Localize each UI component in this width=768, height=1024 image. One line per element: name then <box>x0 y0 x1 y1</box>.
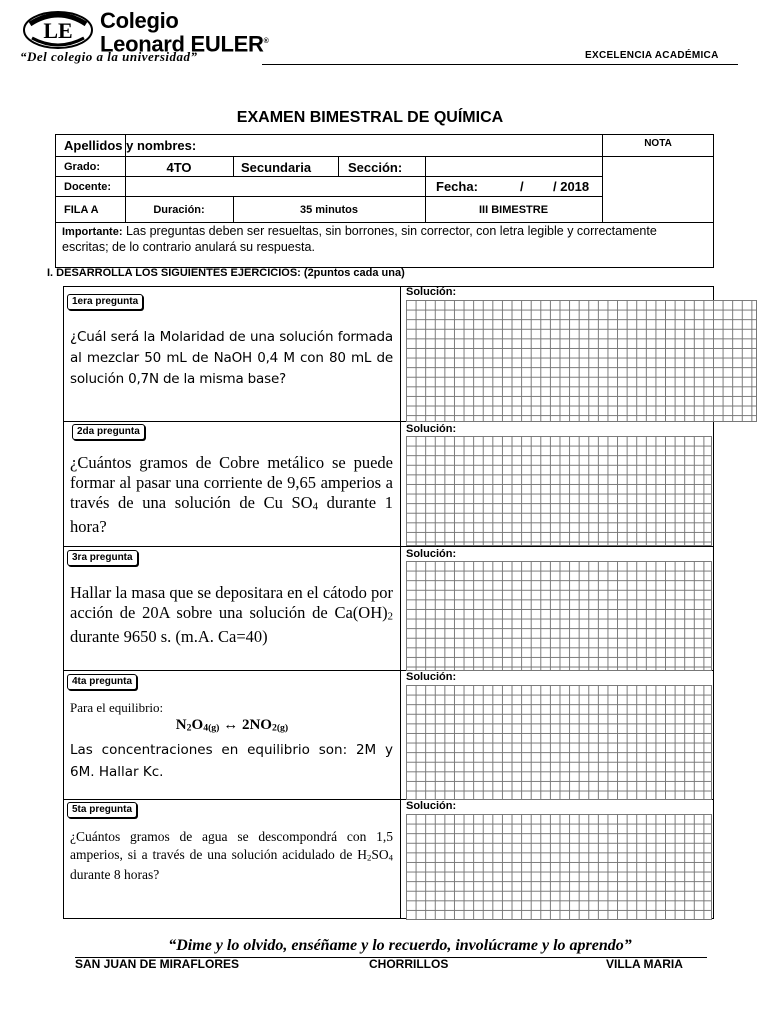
eq-sub2: 4(g) <box>203 722 220 734</box>
footer-quote: “Dime y lo olvido, enséñame y lo recuerdo, involúcrame y lo aprendo” <box>168 937 632 954</box>
question-2-label: 2da pregunta <box>72 424 145 440</box>
nota-divider <box>602 156 714 157</box>
question-1-text: ¿Cuál será la Molaridad de una solución formada al mezclar 50 mL de NaOH 0,4 M con 80 mL de solución 0,7N de la misma base? <box>70 329 393 387</box>
question-3-label: 3ra pregunta <box>67 550 138 566</box>
grado-label: Grado: <box>64 161 101 173</box>
grado-value: 4TO <box>166 160 192 175</box>
fila-label: FILA A <box>64 204 99 216</box>
solution-2-label: Solución: <box>406 423 457 435</box>
eq-n: N <box>175 717 187 733</box>
duracion-value: 35 minutos <box>299 204 359 216</box>
question-2-text-b: durante 1 hora? <box>70 493 393 536</box>
question-3-text <box>70 583 393 647</box>
fecha-year: / 2018 <box>553 179 590 194</box>
header-tagline: EXCELENCIA ACADÉMICA <box>585 50 719 61</box>
logo-name-line1: Colegio <box>100 8 179 33</box>
fecha-label: Fecha: <box>436 179 478 194</box>
eq-o: O <box>191 717 204 733</box>
duracion-label: Duración: <box>153 204 205 216</box>
question-3-subscript: 2 <box>387 610 393 623</box>
section-title: I. DESARROLLA LOS SIGUIENTES EJERCICIOS: (2puntos cada una) <box>47 267 405 279</box>
footer-location-villa-maria: VILLA MARIA <box>606 957 683 971</box>
school-logo-emblem <box>20 8 96 50</box>
solution-5-grid[interactable] <box>406 814 712 920</box>
solution-5-label: Solución: <box>406 800 457 812</box>
question-3-text-a: Hallar la masa que se depositara en el cátodo por acción de 20A sobre una solución de Ca(OH) <box>70 583 393 622</box>
question-4-intro: Para el equilibrio: <box>70 700 164 715</box>
question-5-sub2: 4 <box>388 852 393 863</box>
important-text: Las preguntas deben ser resueltas, sin borrones, sin corrector, con letra legible y correctamente escritas; de lo contrario anulará su respuesta. <box>62 224 657 254</box>
seccion-label: Sección: <box>348 160 403 175</box>
info-row-divider <box>56 176 602 177</box>
school-motto: “Del colegio a la universidad” <box>20 49 198 64</box>
solution-2-grid[interactable] <box>406 436 712 546</box>
bimestre-value: III BIMESTRE <box>478 204 549 216</box>
question-1-label: 1era pregunta <box>67 294 143 310</box>
question-4-text: Las concentraciones en equilibrio son: 2M y 6M. Hallar Kc. <box>70 742 393 780</box>
exam-title: EXAMEN BIMESTRAL DE QUÍMICA <box>236 109 504 126</box>
info-col-divider <box>233 156 234 176</box>
eq-arrow-product: ↔ 2NO <box>219 717 272 733</box>
info-row-divider <box>56 222 714 223</box>
question-3-text-b: durante 9650 s. (m.A. Ca=40) <box>70 626 268 646</box>
question-4-label: 4ta pregunta <box>67 674 137 690</box>
question-5-text-b: durante 8 horas? <box>70 867 160 883</box>
solution-1-grid[interactable] <box>406 300 757 422</box>
logo-name-text: Leonard EULER <box>100 31 264 57</box>
important-label: Importante: <box>62 226 123 238</box>
info-row-divider <box>56 196 602 197</box>
question-5-label: 5ta pregunta <box>67 802 137 818</box>
question-5-text <box>70 828 393 884</box>
question-2-text-a: ¿Cuántos gramos de Cobre metálico se puede formar al pasar una corriente de 9,65 amperios a través de una solución de Cu SO <box>70 453 393 512</box>
eq-sub3: 2(g) <box>271 722 289 734</box>
questions-area <box>63 286 714 919</box>
nota-label: NOTA <box>644 138 672 149</box>
footer-location-chorrillos: CHORRILLOS <box>369 957 449 971</box>
student-info-table <box>55 134 714 268</box>
names-label: Apellidos y nombres: <box>64 138 197 153</box>
question-2-text <box>70 453 393 537</box>
question-solution-divider <box>400 287 401 918</box>
logo-emblem-letters: LE <box>43 18 73 43</box>
solution-4-grid[interactable] <box>406 685 712 800</box>
solution-3-label: Solución: <box>406 548 457 560</box>
question-2-subscript: 4 <box>312 500 318 513</box>
info-row-divider <box>56 156 602 157</box>
registered-mark: ® <box>263 38 269 45</box>
header-divider <box>262 64 738 65</box>
nivel-value: Secundaria <box>241 160 312 175</box>
question-5-text-a: ¿Cuántos gramos de agua se descompondrá con 1,5 amperios, si a través de una solución acidulado de H <box>70 829 393 862</box>
question-4-equation <box>64 717 400 734</box>
eq-sub1: 2 <box>186 722 192 734</box>
info-col-divider <box>338 156 339 176</box>
solution-4-label: Solución: <box>406 671 457 683</box>
fecha-separator: / <box>520 179 524 194</box>
question-divider <box>64 546 713 547</box>
docente-label: Docente: <box>64 181 112 193</box>
question-5-text-m: SO <box>371 847 389 862</box>
question-5-sub1: 2 <box>366 852 372 863</box>
important-note <box>62 224 702 255</box>
footer-location-sjm: SAN JUAN DE MIRAFLORES <box>75 957 240 971</box>
solution-3-grid[interactable] <box>406 561 712 671</box>
solution-1-label: Solución: <box>406 286 457 298</box>
